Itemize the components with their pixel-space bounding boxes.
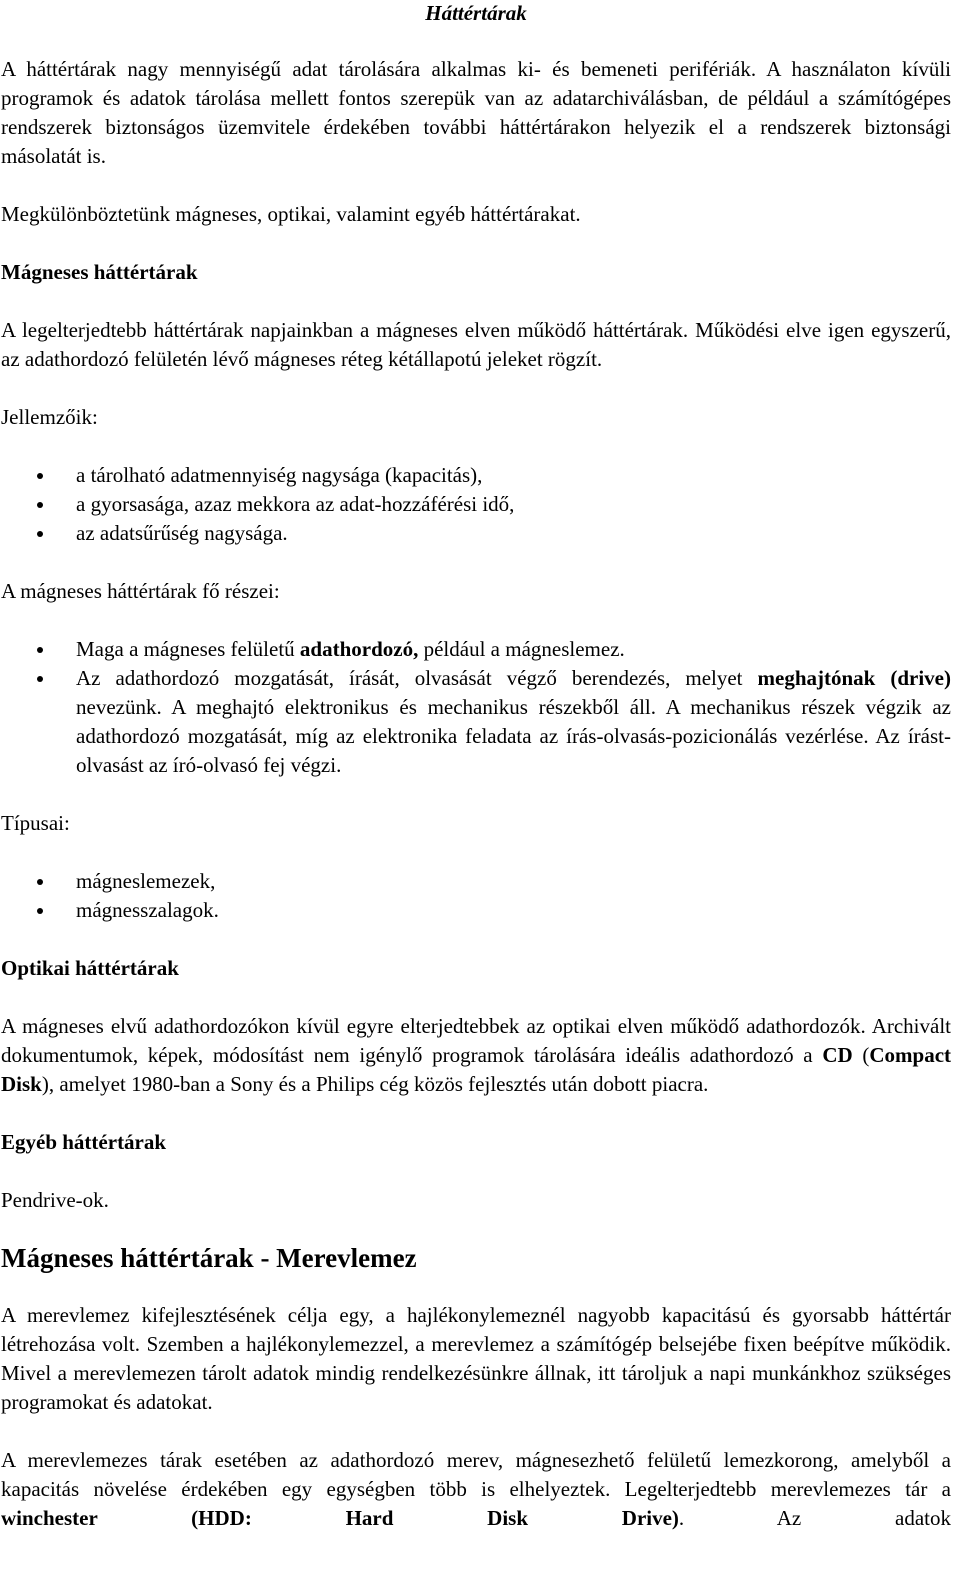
page-title: Háttértárak xyxy=(425,1,527,25)
bullet-icon xyxy=(37,647,43,653)
optical-text-post: ), amelyet 1980-ban a Sony és a Philips cég közös fejlesztés után dobott piacra. xyxy=(41,1072,709,1096)
optical-text-pre: A mágneses elvű adathordozókon kívül egyre elterjedtebbek az optikai elven működő adathordozók. Archivált dokumentumok, képek, módosítást nem igénylő programok tárolására ideális adathordozó a xyxy=(1,1014,951,1067)
part2-pre: Az adathordozó mozgatását, írását, olvasását végző berendezés, melyet xyxy=(76,666,758,690)
bullet-icon xyxy=(37,908,43,914)
list-item xyxy=(1,519,951,548)
list-item xyxy=(1,461,951,490)
bullet-icon xyxy=(37,502,43,508)
bullet-icon xyxy=(37,879,43,885)
other-heading: Egyéb háttértárak xyxy=(1,1130,167,1154)
parts-list xyxy=(1,635,951,780)
optical-paragraph xyxy=(1,1012,951,1099)
hdd-paragraph-2 xyxy=(1,1446,951,1533)
part2-bold: meghajtónak (drive) xyxy=(757,666,951,690)
winchester-term: winchester (HDD: Hard Disk Drive) xyxy=(1,1506,679,1530)
part2-post: nevezünk. A meghajtó elektronikus és mechanikus részekből áll. A mechanikus részek végzik az adathordozó mozgatását, míg az elektronika feladata az írás-olvasás-pozicionálás vezérlése. Az írást-olvasást az író-olvasó fej végzi. xyxy=(76,695,951,777)
intro-paragraph: A háttértárak nagy mennyiségű adat tárolására alkalmas ki- és bemeneti perifériák. A használaton kívüli programok és adatok tárolása mellett fontos szerepük van az adatarchiválásban, de például a számítógépes rendszerek biztonságos üzemvitele érdekében további háttértárakon helyezik el a rendszerek biztonsági másolatát is. xyxy=(1,57,951,168)
parts-label: A mágneses háttértárak fő részei: xyxy=(1,579,280,603)
bullet-icon xyxy=(37,473,43,479)
types-label: Típusai: xyxy=(1,811,70,835)
list-item xyxy=(1,635,951,664)
list-item xyxy=(1,490,951,519)
list-item-text: mágnesszalagok. xyxy=(76,898,219,922)
list-item xyxy=(1,896,951,925)
list-item xyxy=(1,867,951,896)
other-paragraph: Pendrive-ok. xyxy=(1,1188,109,1212)
hdd-text-pre: A merevlemezes tárak esetében az adathordozó merev, mágnesezhető felületű lemezkorong, amelyből a kapacitás növelése érdekében egy egységben több is elhelyeztek. Legelterjedtebb merevlemezes tár a xyxy=(1,1448,951,1501)
features-label: Jellemzőik: xyxy=(1,405,98,429)
list-item-text: az adatsűrűség nagysága. xyxy=(76,521,288,545)
optical-heading: Optikai háttértárak xyxy=(1,956,179,980)
bullet-icon xyxy=(37,676,43,682)
list-item-text: a tárolható adatmennyiség nagysága (kapacitás), xyxy=(76,463,483,487)
magnetic-heading: Mágneses háttértárak xyxy=(1,260,198,284)
list-item xyxy=(1,664,951,780)
part1-bold: adathordozó, xyxy=(299,637,419,661)
magnetic-paragraph: A legelterjedtebb háttértárak napjainkban a mágneses elven működő háttértárak. Működési elve igen egyszerű, az adathordozó felületén lévő mágneses réteg kétállapotú jeleket rögzít. xyxy=(1,318,951,371)
document-page xyxy=(1,0,951,1533)
hdd-paragraph-1: A merevlemez kifejlesztésének célja egy, a hajlékonylemeznél nagyobb kapacitású és gyorsabb háttértár létrehozása volt. Szemben a hajlékonylemezzel, a merevlemez a számítógép belsejébe fixen beépítve működik. Mivel a merevlemezen tárolt adatok mindig rendelkezésünkre állnak, itt tároljuk a napi munkánkhoz szükséges programokat és adatokat. xyxy=(1,1303,951,1414)
features-list xyxy=(1,461,951,548)
list-item-text: mágneslemezek, xyxy=(76,869,216,893)
optical-text-mid: ( xyxy=(852,1043,870,1067)
list-item-text: a gyorsasága, azaz mekkora az adat-hozzáférési idő, xyxy=(76,492,515,516)
hdd-text-post: . Az adatok xyxy=(678,1506,951,1530)
compact-disk-term: Compact Disk xyxy=(1,1043,952,1096)
bullet-icon xyxy=(37,531,43,537)
types-list xyxy=(1,867,951,925)
part1-pre: Maga a mágneses felületű xyxy=(76,637,300,661)
cd-term: CD xyxy=(822,1043,853,1067)
hdd-heading: Mágneses háttértárak - Merevlemez xyxy=(1,1243,417,1273)
types-intro-paragraph: Megkülönböztetünk mágneses, optikai, valamint egyéb háttértárakat. xyxy=(1,202,581,226)
part1-post: például a mágneslemez. xyxy=(418,637,625,661)
